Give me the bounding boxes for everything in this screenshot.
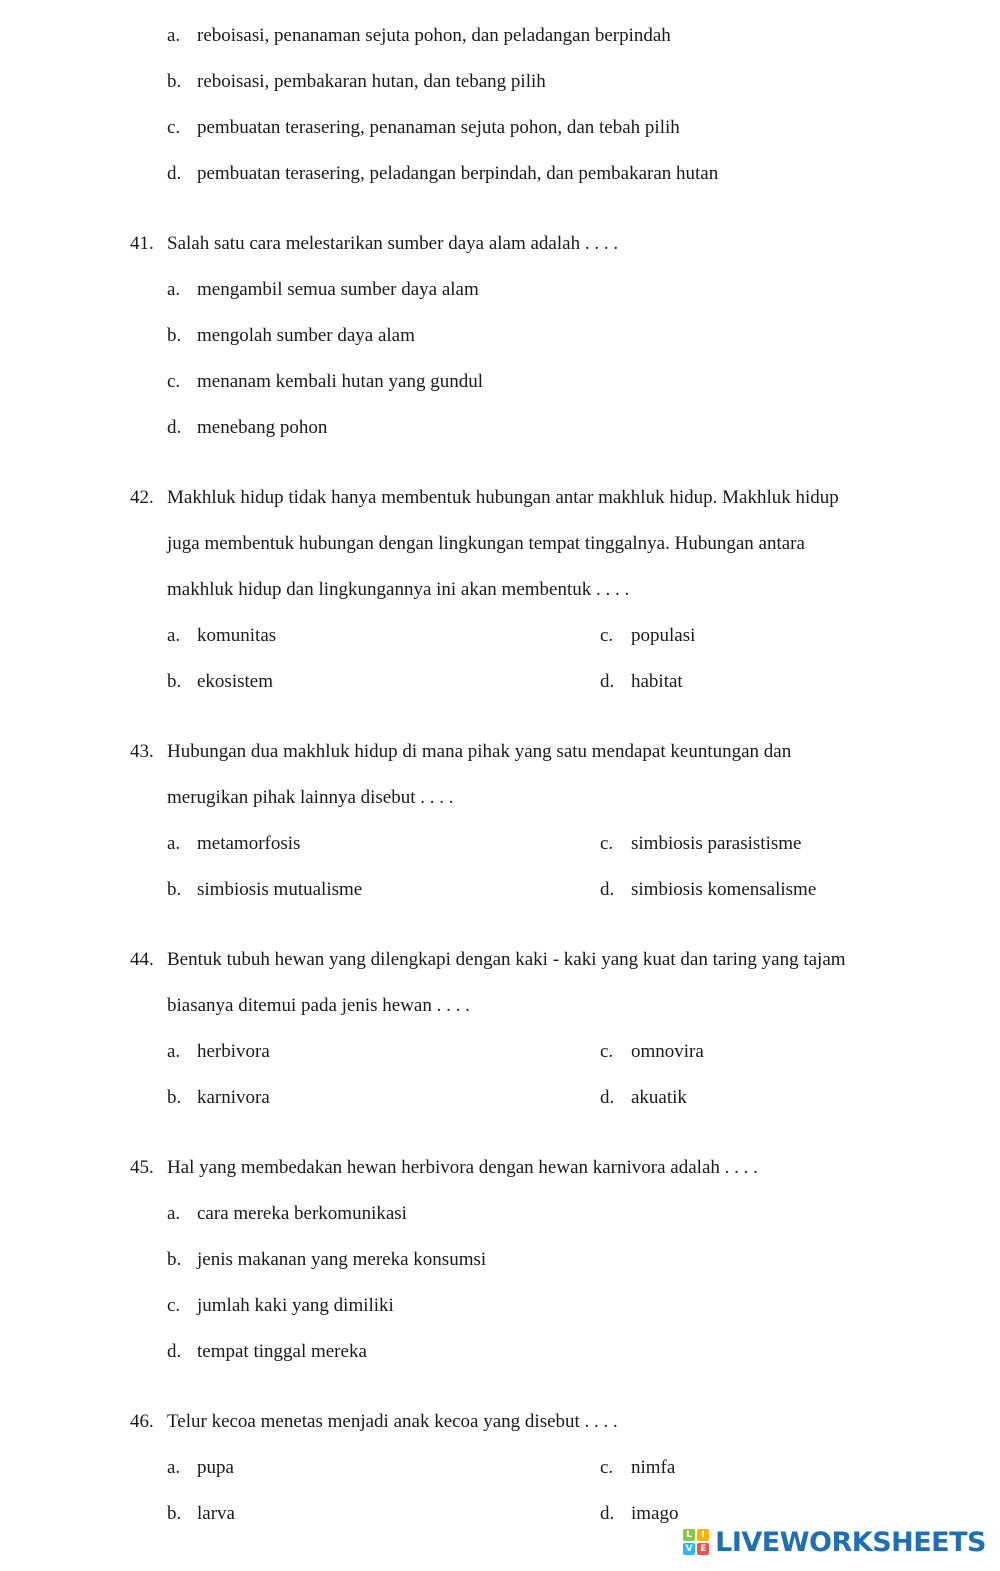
option-letter: b.: [167, 71, 182, 92]
option-text: imago: [631, 1503, 679, 1524]
question-text: Hal yang membedakan hewan herbivora dengan hewan karnivora adalah . . . .: [167, 1157, 758, 1178]
option-text: simbiosis komensalisme: [631, 879, 817, 900]
question-number: 44.: [130, 949, 154, 970]
option-text: mengambil semua sumber daya alam: [197, 279, 479, 300]
option-text: jumlah kaki yang dimiliki: [197, 1295, 394, 1316]
option-text: ekosistem: [197, 671, 273, 692]
option-letter: c.: [600, 1041, 614, 1062]
question-text: juga membentuk hubungan dengan lingkungan tempat tinggalnya. Hubungan antara: [167, 533, 805, 554]
option-letter: a.: [167, 25, 181, 46]
option-text: pembuatan terasering, penanaman sejuta pohon, dan tebah pilih: [197, 117, 680, 138]
question-text: Hubungan dua makhluk hidup di mana pihak yang satu mendapat keuntungan dan: [167, 741, 792, 762]
option-letter: d.: [600, 1087, 615, 1108]
option-letter: c.: [167, 117, 181, 138]
question-text: Salah satu cara melestarikan sumber daya alam adalah . . . .: [167, 233, 619, 254]
question-text: Telur kecoa menetas menjadi anak kecoa yang disebut . . . .: [167, 1411, 618, 1432]
question-text: biasanya ditemui pada jenis hewan . . . .: [167, 995, 470, 1016]
option-letter: d.: [167, 163, 182, 184]
option-text: pembuatan terasering, peladangan berpindah, dan pembakaran hutan: [197, 163, 719, 184]
option-letter: b.: [167, 1087, 182, 1108]
option-text: pupa: [197, 1457, 234, 1478]
option-letter: d.: [600, 1503, 615, 1524]
option-text: nimfa: [631, 1457, 676, 1478]
option-letter: a.: [167, 833, 181, 854]
option-text: reboisasi, penanaman sejuta pohon, dan peladangan berpindah: [197, 25, 671, 46]
option-letter: c.: [600, 625, 614, 646]
option-letter: d.: [600, 671, 615, 692]
option-letter: b.: [167, 879, 182, 900]
option-text: larva: [197, 1503, 235, 1524]
option-text: cara mereka berkomunikasi: [197, 1203, 407, 1224]
logo-text: LIVEWORKSHEETS: [715, 1526, 986, 1558]
option-letter: c.: [167, 1295, 181, 1316]
option-text: metamorfosis: [197, 833, 301, 854]
question-number: 46.: [130, 1411, 154, 1432]
option-letter: d.: [167, 1341, 182, 1362]
option-letter: c.: [600, 833, 614, 854]
question-number: 45.: [130, 1157, 154, 1178]
option-text: simbiosis parasistisme: [631, 833, 802, 854]
option-letter: d.: [600, 879, 615, 900]
option-text: komunitas: [197, 625, 277, 646]
question-number: 43.: [130, 741, 154, 762]
option-letter: c.: [167, 371, 181, 392]
option-text: mengolah sumber daya alam: [197, 325, 415, 346]
option-text: habitat: [631, 671, 683, 692]
option-letter: d.: [167, 417, 182, 438]
option-letter: a.: [167, 1203, 181, 1224]
option-text: tempat tinggal mereka: [197, 1341, 367, 1362]
option-text: reboisasi, pembakaran hutan, dan tebang pilih: [197, 71, 546, 92]
question-text: Makhluk hidup tidak hanya membentuk hubungan antar makhluk hidup. Makhluk hidup: [167, 487, 839, 508]
option-letter: b.: [167, 671, 182, 692]
question-text: makhluk hidup dan lingkungannya ini akan membentuk . . . .: [167, 579, 630, 600]
option-letter: a.: [167, 1457, 181, 1478]
option-letter: b.: [167, 1503, 182, 1524]
option-text: herbivora: [197, 1041, 270, 1062]
option-letter: a.: [167, 1041, 181, 1062]
option-text: populasi: [631, 625, 696, 646]
option-letter: b.: [167, 325, 182, 346]
question-number: 41.: [130, 233, 154, 254]
logo-mark-icon: L I V E: [683, 1529, 709, 1555]
option-text: omnovira: [631, 1041, 704, 1062]
question-text: merugikan pihak lainnya disebut . . . .: [167, 787, 454, 808]
question-text: Bentuk tubuh hewan yang dilengkapi dengan kaki - kaki yang kuat dan taring yang tajam: [167, 949, 846, 970]
liveworksheets-logo: [683, 1527, 986, 1557]
question-number: 42.: [130, 487, 154, 508]
option-letter: a.: [167, 279, 181, 300]
option-text: akuatik: [631, 1087, 687, 1108]
option-letter: a.: [167, 625, 181, 646]
option-text: jenis makanan yang mereka konsumsi: [197, 1249, 487, 1270]
option-text: menanam kembali hutan yang gundul: [197, 371, 483, 392]
option-letter: c.: [600, 1457, 614, 1478]
option-text: simbiosis mutualisme: [197, 879, 363, 900]
option-text: karnivora: [197, 1087, 270, 1108]
option-text: menebang pohon: [197, 417, 328, 438]
option-letter: b.: [167, 1249, 182, 1270]
